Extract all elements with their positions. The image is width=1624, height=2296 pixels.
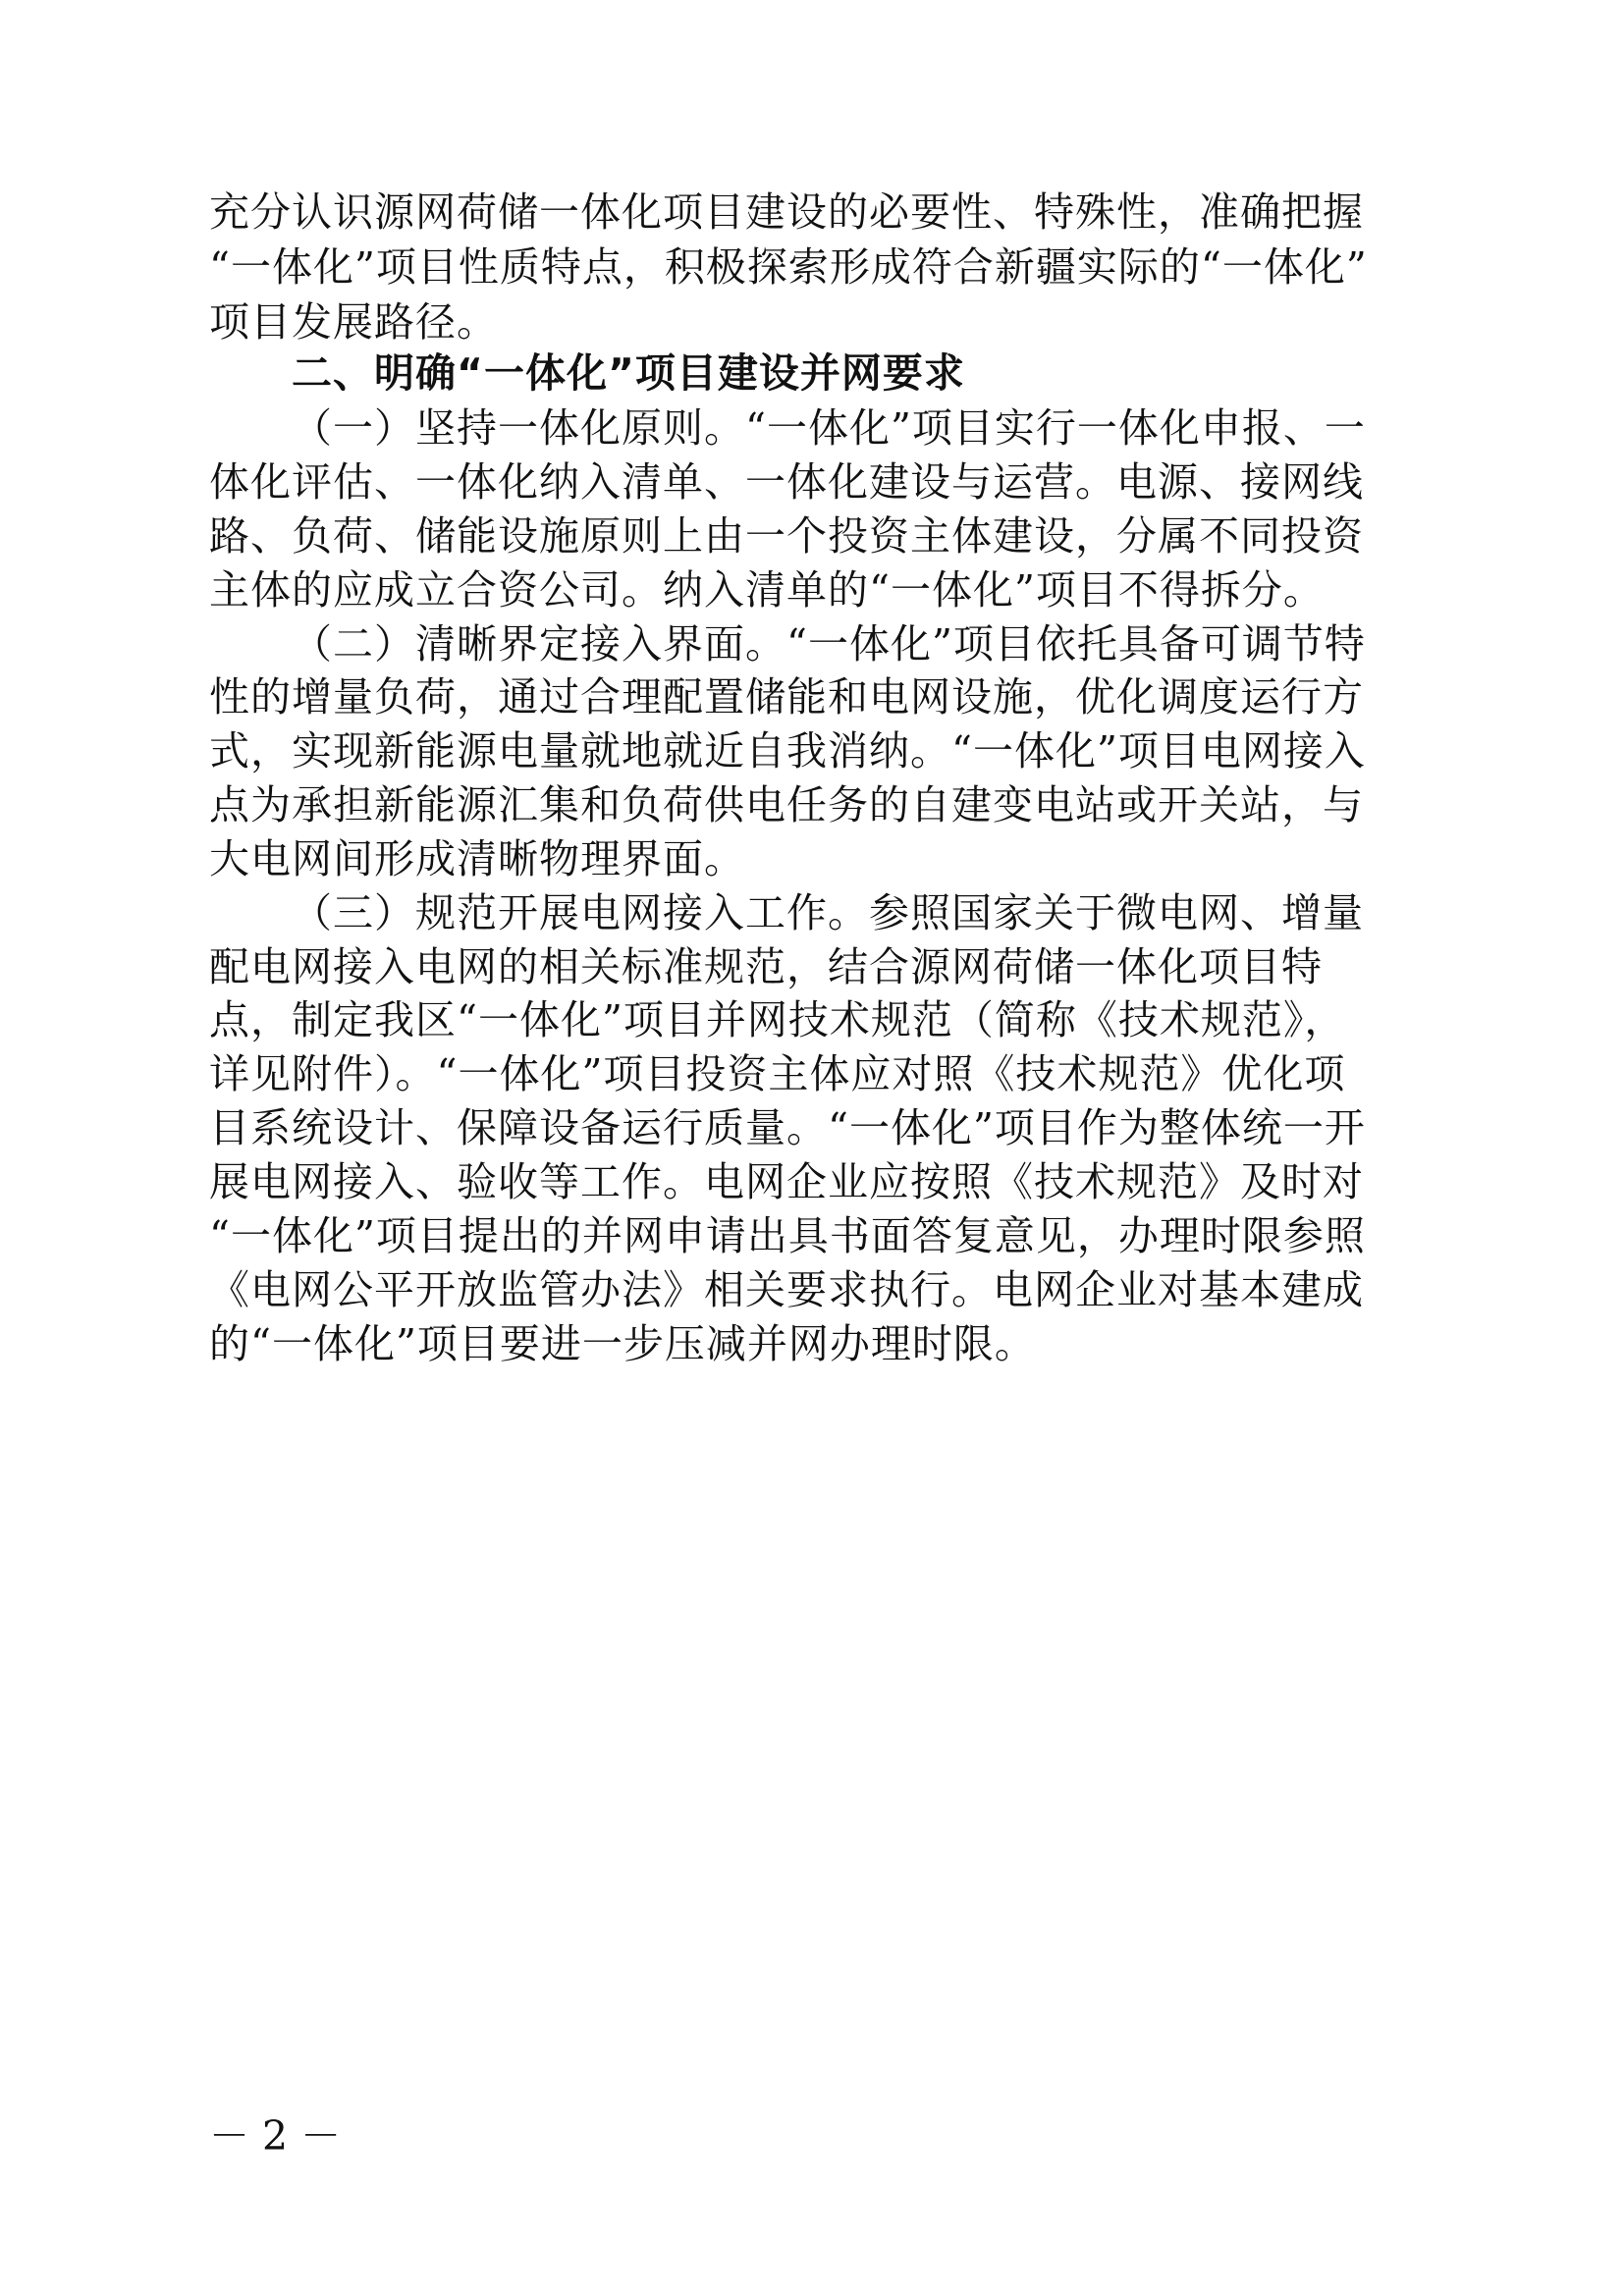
paragraph-line: 体化评估、一体化纳入清单、一体化建设与运营。电源、接网线: [209, 458, 1364, 506]
paragraph-line: （三）规范开展电网接入工作。参照国家关于微电网、增量: [292, 889, 1364, 936]
paragraph-line: 目系统设计、保障设备运行质量。“一体化”项目作为整体统一开: [209, 1104, 1366, 1151]
paragraph-line: 配电网接入电网的相关标准规范，结合源网荷储一体化项目特: [209, 943, 1323, 990]
paragraph-line: 性的增量负荷，通过合理配置储能和电网设施，优化调度运行方: [209, 673, 1364, 721]
paragraph-line: （二）清晰界定接入界面。“一体化”项目依托具备可调节特: [292, 620, 1366, 667]
paragraph-line: 点，制定我区“一体化”项目并网技术规范（简称《技术规范》，: [209, 996, 1346, 1043]
paragraph-line: 充分认识源网荷储一体化项目建设的必要性、特殊性，准确把握: [209, 188, 1364, 236]
paragraph-line: 点为承担新能源汇集和负荷供电任务的自建变电站或开关站，与: [209, 781, 1364, 828]
paragraph-line: 《电网公平开放监管办法》相关要求执行。电网企业对基本建成: [209, 1266, 1364, 1313]
paragraph-line: 大电网间形成清晰物理界面。: [209, 835, 745, 882]
paragraph-line: 详见附件）。“一体化”项目投资主体应对照《技术规范》优化项: [209, 1050, 1346, 1097]
paragraph-line: 项目发展路径。: [209, 298, 498, 346]
paragraph-line: （一）坚持一体化原则。“一体化”项目实行一体化申报、一: [292, 404, 1366, 452]
paragraph-line: “一体化”项目性质特点，积极探索形成符合新疆实际的“一体化”: [209, 243, 1368, 291]
paragraph-line: 主体的应成立合资公司。纳入清单的“一体化”项目不得拆分。: [209, 566, 1325, 614]
paragraph-line: 的“一体化”项目要进一步压减并网办理时限。: [209, 1320, 1036, 1367]
page-number: － 2 －: [209, 2112, 342, 2160]
paragraph-line: 路、负荷、储能设施原则上由一个投资主体建设，分属不同投资: [209, 512, 1364, 560]
paragraph-line: 展电网接入、验收等工作。电网企业应按照《技术规范》及时对: [209, 1158, 1364, 1205]
section-heading: 二、明确“一体化”项目建设并网要求: [292, 349, 965, 397]
paragraph-line: “一体化”项目提出的并网申请出具书面答复意见，办理时限参照: [209, 1212, 1366, 1259]
paragraph-line: 式，实现新能源电量就地就近自我消纳。“一体化”项目电网接入: [209, 727, 1366, 774]
